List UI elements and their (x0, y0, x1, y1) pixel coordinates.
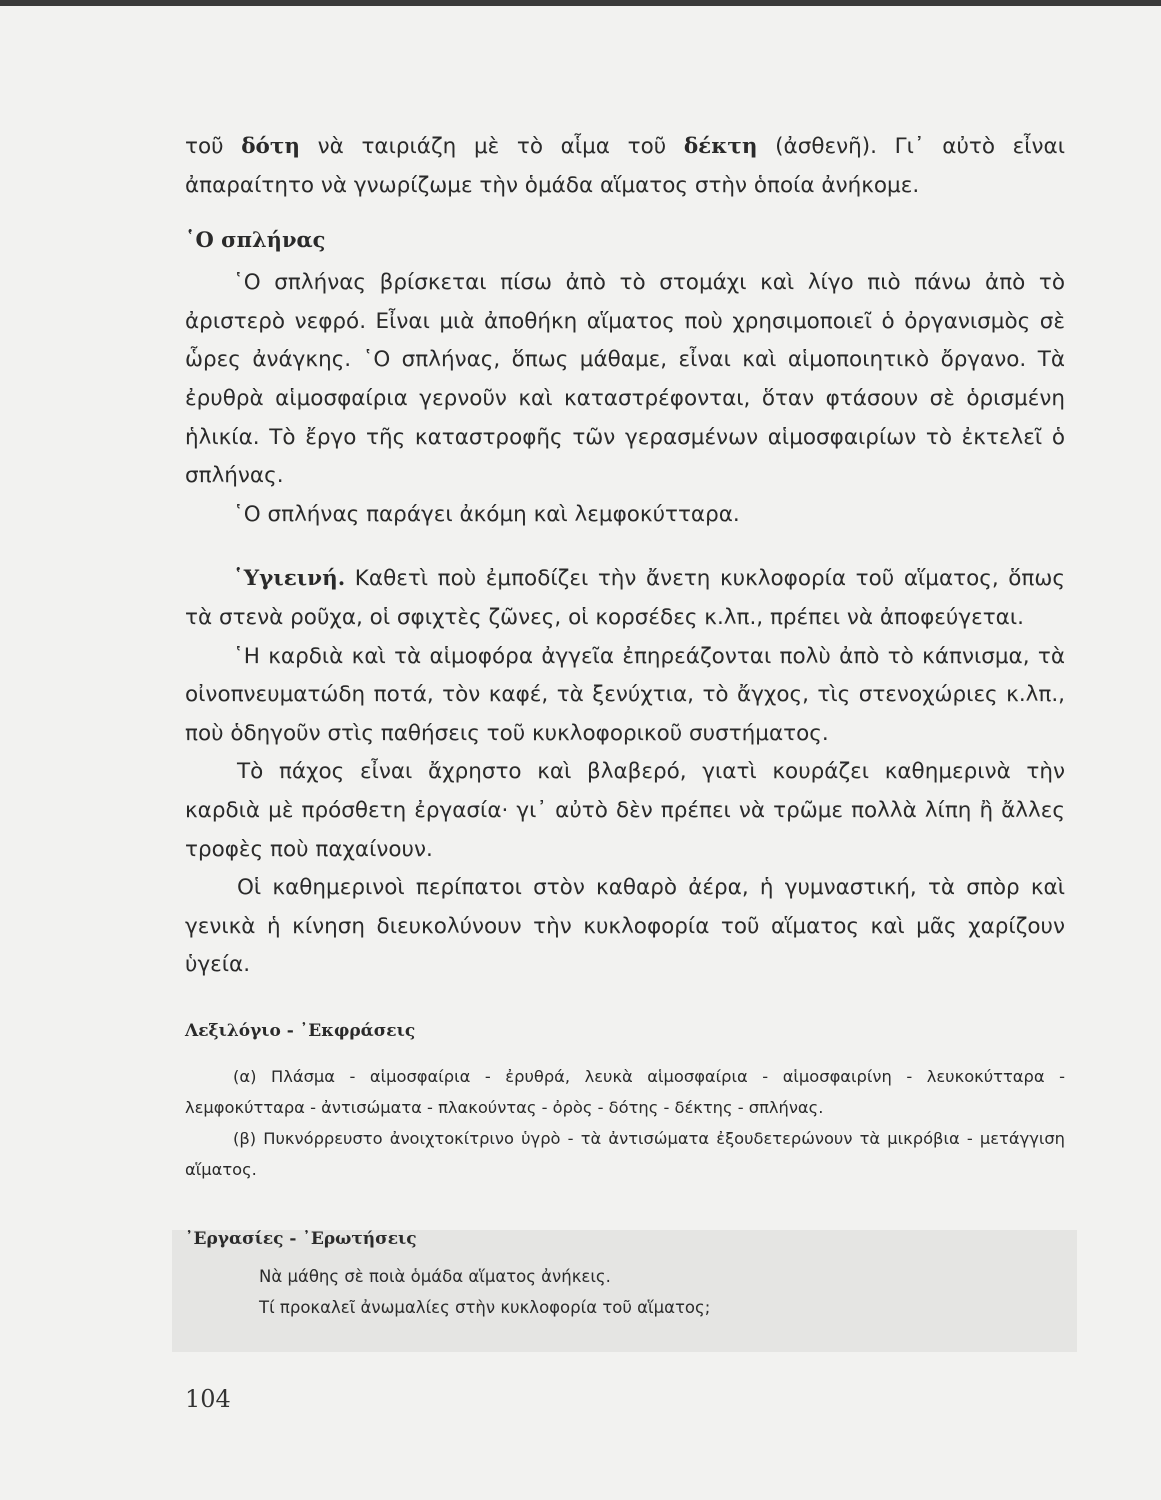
hygiene-paragraph-4: Οἱ καθημερινοὶ περίπατοι στὸν καθαρὸ ἀέρα, ἡ γυμναστική, τὰ σπὸρ καὶ γενικὰ ἡ κίνηση διευκολύνουν τὴν κυκλοφορία τοῦ αἵματος καὶ μᾶς χαρίζουν ὑγεία. (185, 875, 1065, 978)
spleen-paragraph-2: ῾Ο σπλήνας παράγει ἀκόμη καὶ λεμφοκύτταρα. (233, 501, 740, 527)
vocabulary-item-a: (α) Πλάσμα - αἱμοσφαίρια - ἐρυθρά, λευκὰ αἱμοσφαίρια - αἱμοσφαιρίνη - λευκοκύτταρα - λεμφοκύτταρα - ἀντισώματα - πλακούντας - ὀρὸς - δότης - δέκτης - σπλήνας. (185, 1066, 1065, 1117)
vocabulary-item-b: (β) Πυκνόρρευστο ἀνοιχτοκίτρινο ὑγρὸ - τὰ ἀντισώματα ἐξουδετερώνουν τὰ μικρόβια - μετάγγιση αἵματος. (185, 1128, 1065, 1179)
hygiene-lead: ῾Υγιεινή. (233, 566, 346, 592)
page-content (185, 128, 1065, 1323)
spleen-paragraph-1: ῾Ο σπλήνας βρίσκεται πίσω ἀπὸ τὸ στομάχι καὶ λίγο πιὸ πάνω ἀπὸ τὸ ἀριστερὸ νεφρό. Εἶναι μιὰ ἀποθήκη αἵματος ποὺ χρησιμοποιεῖ ὁ ὀργανισμὸς σὲ ὧρες ἀνάγκης. ῾Ο σπλήνας, ὅπως μάθαμε, εἶναι καὶ αἱμοποιητικὸ ὄργανο. Τὰ ἐρυθρὰ αἱμοσφαίρια γερνοῦν καὶ καταστρέφονται, ὅταν φτάσουν σὲ ὁρισμένη ἡλικία. Τὸ ἔργο τῆς καταστροφῆς τῶν γερασμένων αἱμοσφαιρίων τὸ ἐκτελεῖ ὁ σπλήνας. (185, 270, 1065, 489)
page-number: 104 (185, 1385, 231, 1413)
hygiene-paragraph-1: ῾Υγιεινή. Καθετὶ ποὺ ἐμποδίζει τὴν ἄνετη κυκλοφορία τοῦ αἵματος, ὅπως τὰ στενὰ ροῦχα, οἱ σφιχτὲς ζῶνες, οἱ κορσέδες κ.λπ., πρέπει νὰ ἀποφεύγεται. (185, 566, 1065, 630)
hygiene-paragraph-2: ῾Η καρδιὰ καὶ τὰ αἱμοφόρα ἀγγεῖα ἐπηρεάζονται πολὺ ἀπὸ τὸ κάπνισμα, τὰ οἰνοπνευματώδη ποτά, τὸν καφέ, τὰ ξενύχτια, τὸ ἄγχος, τὶς στενοχώριες κ.λπ., ποὺ ὁδηγοῦν στὶς παθήσεις τοῦ κυκλοφορικοῦ συστήματος. (185, 643, 1065, 746)
scan-top-edge (0, 0, 1161, 6)
exercises-heading: ᾿Εργασίες - ᾿Ερωτήσεις (185, 1228, 417, 1249)
exercise-question-2: Τί προκαλεῖ ἀνωμαλίες στὴν κυκλοφορία τοῦ αἵματος; (259, 1297, 711, 1317)
exercise-question-1: Νὰ μάθης σὲ ποιὰ ὁμάδα αἵματος ἀνήκεις. (259, 1266, 611, 1286)
spleen-heading: ῾Ο σπλήνας (185, 227, 326, 253)
intro-paragraph: τοῦ δότη νὰ ταιριάζη μὲ τὸ αἷμα τοῦ δέκτη (ἀσθενῆ). Γι᾽ αὐτὸ εἶναι ἀπαραίτητο νὰ γνωρίζωμε τὴν ὁμάδα αἵματος στὴν ὁποία ἀνήκομε. (185, 134, 1065, 198)
term-donor: δότη (241, 134, 300, 159)
term-recipient: δέκτη (683, 134, 758, 159)
vocabulary-heading: Λεξιλόγιο - ᾿Εκφράσεις (185, 1020, 416, 1041)
hygiene-paragraph-3: Τὸ πάχος εἶναι ἄχρηστο καὶ βλαβερό, γιατὶ κουράζει καθημερινὰ τὴν καρδιὰ μὲ πρόσθετη ἐργασία· γι᾽ αὐτὸ δὲν πρέπει νὰ τρῶμε πολλὰ λίπη ἢ ἄλλες τροφὲς ποὺ παχαίνουν. (185, 759, 1065, 862)
